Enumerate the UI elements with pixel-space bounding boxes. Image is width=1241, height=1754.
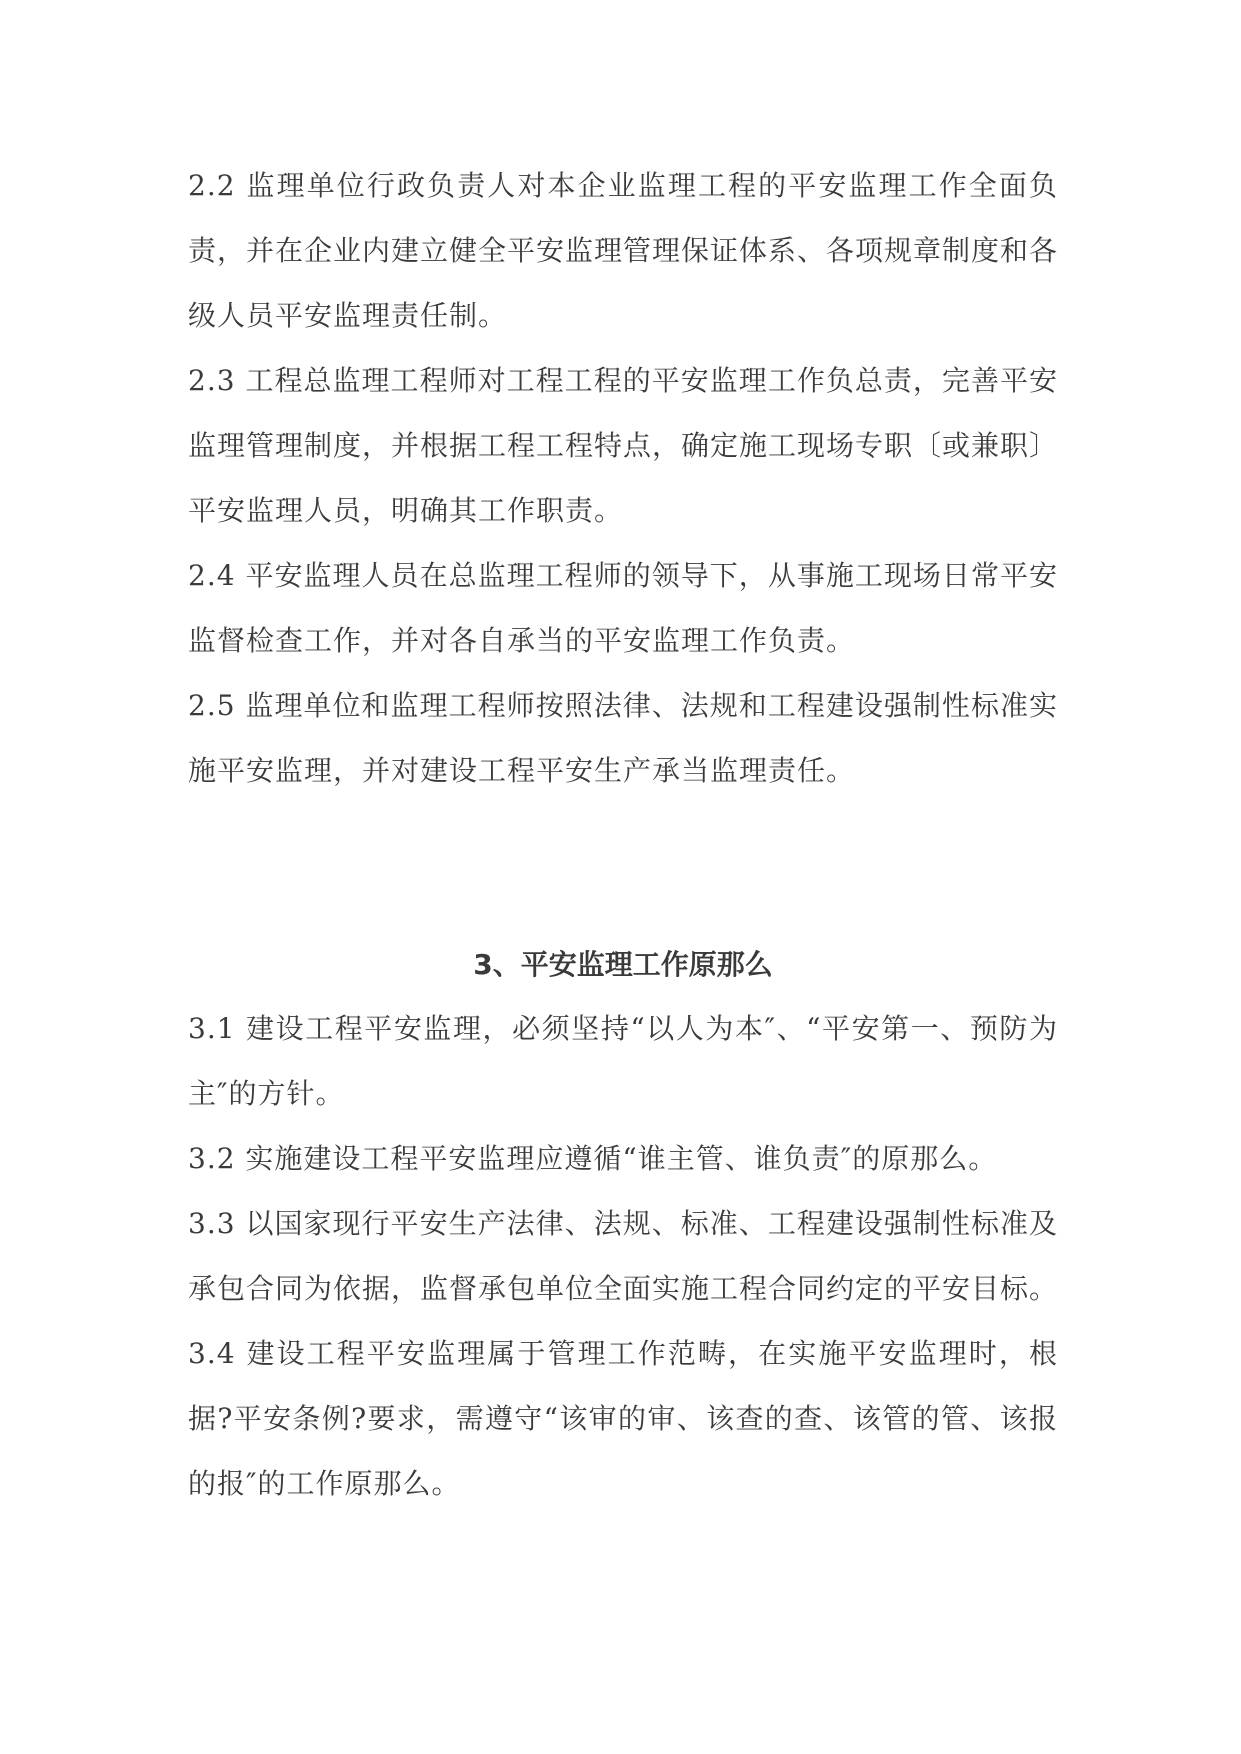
section-3-body xyxy=(188,996,1058,1516)
paragraph-3-2: 3.2 实施建设工程平安监理应遵循“谁主管、谁负责″的原那么。 xyxy=(188,1142,998,1175)
paragraph-3-1: 3.1 建设工程平安监理，必须坚持“以人为本″、“平安第一、预防为主″的方针。 xyxy=(188,1012,1058,1110)
section-2-body xyxy=(188,153,1058,803)
paragraph-3-4: 3.4 建设工程平安监理属于管理工作范畴，在实施平安监理时，根据?平安条例?要求，需遵守“该审的审、该查的查、该管的管、该报的报″的工作原那么。 xyxy=(188,1337,1058,1500)
paragraph-2-2: 2.2 监理单位行政负责人对本企业监理工程的平安监理工作全面负责，并在企业内建立健全平安监理管理保证体系、各项规章制度和各级人员平安监理责任制。 xyxy=(188,169,1059,332)
paragraph-2-3: 2.3 工程总监理工程师对工程工程的平安监理工作负总责，完善平安监理管理制度，并根据工程工程特点，确定施工现场专职〔或兼职〕平安监理人员，明确其工作职责。 xyxy=(188,364,1059,527)
section-3-heading: 3、平安监理工作原那么 xyxy=(473,948,773,981)
paragraph-2-4: 2.4 平安监理人员在总监理工程师的领导下，从事施工现场日常平安监督检查工作，并对各自承当的平安监理工作负责。 xyxy=(188,559,1058,657)
paragraph-2-5: 2.5 监理单位和监理工程师按照法律、法规和工程建设强制性标准实施平安监理，并对建设工程平安生产承当监理责任。 xyxy=(188,689,1058,787)
paragraph-3-3: 3.3 以国家现行平安生产法律、法规、标准、工程建设强制性标准及承包合同为依据，监督承包单位全面实施工程合同约定的平安目标。 xyxy=(188,1207,1059,1305)
